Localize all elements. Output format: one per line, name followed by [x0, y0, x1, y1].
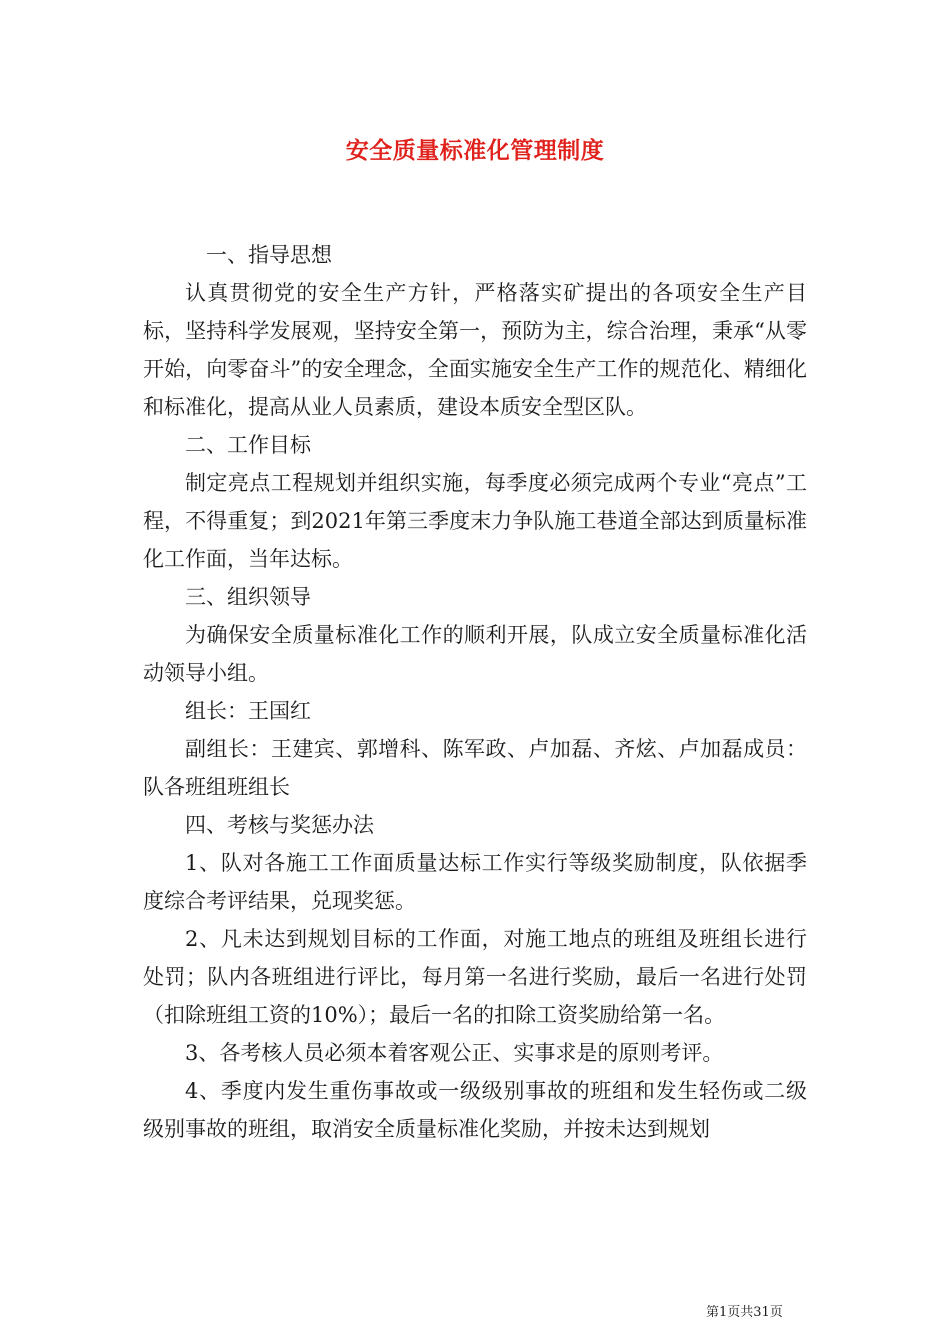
- section-heading-assessment: 四、考核与奖惩办法: [185, 813, 374, 837]
- paragraph-rule-1: 1、队对各施工工作面质量达标工作实行等级奖励制度，队依据季度综合考评结果，兑现奖惩。: [143, 851, 807, 913]
- paragraph-work-goal: 制定亮点工程规划并组织实施，每季度必须完成两个专业“亮点”工程，不得重复；到2021年第三季度末力争队施工巷道全部达到质量标准化工作面，当年达标。: [143, 471, 807, 571]
- section-heading-guiding-thought: 一、指导思想: [206, 243, 332, 267]
- paragraph-rule-3: 3、各考核人员必须本着客观公正、实事求是的原则考评。: [185, 1041, 724, 1065]
- document-title: 安全质量标准化管理制度: [345, 138, 605, 164]
- paragraph-deputy-leaders: 副组长：王建宾、郭增科、陈军政、卢加磊、齐炫、卢加磊成员：队各班组班组长: [143, 737, 807, 799]
- paragraph-group-leader: 组长：王国红: [185, 699, 311, 723]
- section-heading-work-goal: 二、工作目标: [185, 433, 311, 457]
- paragraph-organization: 为确保安全质量标准化工作的顺利开展，队成立安全质量标准化活动领导小组。: [143, 623, 807, 685]
- paragraph-guiding-thought: 认真贯彻党的安全生产方针，严格落实矿提出的各项安全生产目标，坚持科学发展观，坚持安全第一，预防为主，综合治理，秉承“从零开始，向零奋斗”的安全理念，全面实施安全生产工作的规范化、精细化和标准化，提高从业人员素质，建设本质安全型区队。: [143, 281, 807, 419]
- document-body: [143, 236, 807, 1148]
- page-number: 第1页共31页: [706, 1305, 783, 1320]
- paragraph-rule-4: 4、季度内发生重伤事故或一级级别事故的班组和发生轻伤或二级级别事故的班组，取消安全质量标准化奖励，并按未达到规划: [143, 1079, 807, 1141]
- section-heading-organization: 三、组织领导: [185, 585, 311, 609]
- paragraph-rule-2: 2、凡未达到规划目标的工作面，对施工地点的班组及班组长进行处罚；队内各班组进行评比，每月第一名进行奖励，最后一名进行处罚（扣除班组工资的10%）；最后一名的扣除工资奖励给第一名。: [143, 927, 807, 1027]
